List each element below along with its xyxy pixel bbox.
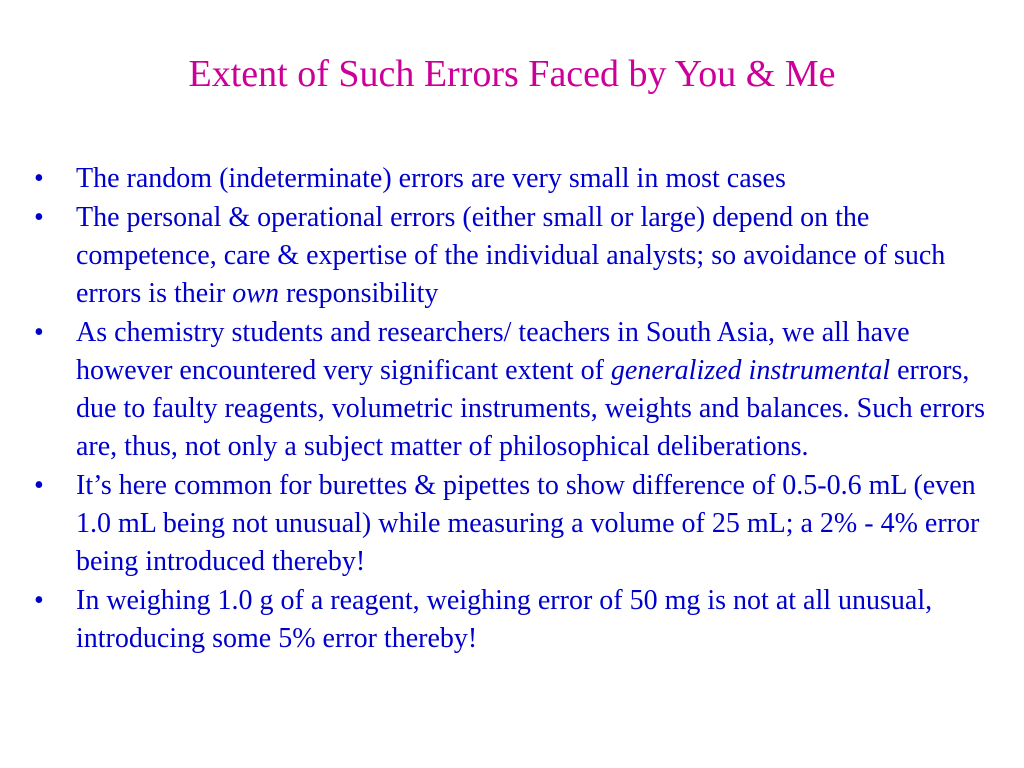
bullet-emphasis: generalized instrumental <box>610 355 891 386</box>
bullet-emphasis: own <box>232 278 279 309</box>
bullet-text-before: The personal & operational errors (either small or large) depend on the competence, care & expertise of the individual analysts; so avoidance of such errors is their <box>76 202 946 309</box>
bullet-text: In weighing 1.0 g of a reagent, weighing error of 50 mg is not at all unusual, introducing some 5% error thereby! <box>76 585 933 654</box>
bullet-item-weighing-errors <box>34 582 994 658</box>
bullet-list <box>34 160 994 659</box>
bullet-text-after: responsibility <box>278 278 439 309</box>
bullet-item-random-errors <box>34 160 994 198</box>
slide-title: Extent of Such Errors Faced by You & Me <box>188 53 836 95</box>
bullet-item-instrumental-errors <box>34 314 994 466</box>
bullet-icon: • <box>34 470 44 501</box>
bullet-item-burette-errors <box>34 467 994 581</box>
bullet-icon: • <box>34 585 44 616</box>
bullet-icon: • <box>34 202 44 233</box>
bullet-icon: • <box>34 163 44 194</box>
bullet-text: The random (indeterminate) errors are very small in most cases <box>76 163 786 194</box>
bullet-item-personal-errors <box>34 199 994 313</box>
bullet-text-after: errors, due to faulty reagents, volumetric instruments, weights and balances. Such errors are, thus, not only a subject matter of philosophical deliberations. <box>76 355 985 462</box>
bullet-icon: • <box>34 317 44 348</box>
bullet-text-before: As chemistry students and researchers/ teachers in South Asia, we all have however encountered very significant extent of <box>76 317 910 386</box>
bullet-text: It’s here common for burettes & pipettes to show difference of 0.5-0.6 mL (even 1.0 mL being not unusual) while measuring a volume of 25 mL; a 2% - 4% error being introduced thereby! <box>76 470 980 577</box>
